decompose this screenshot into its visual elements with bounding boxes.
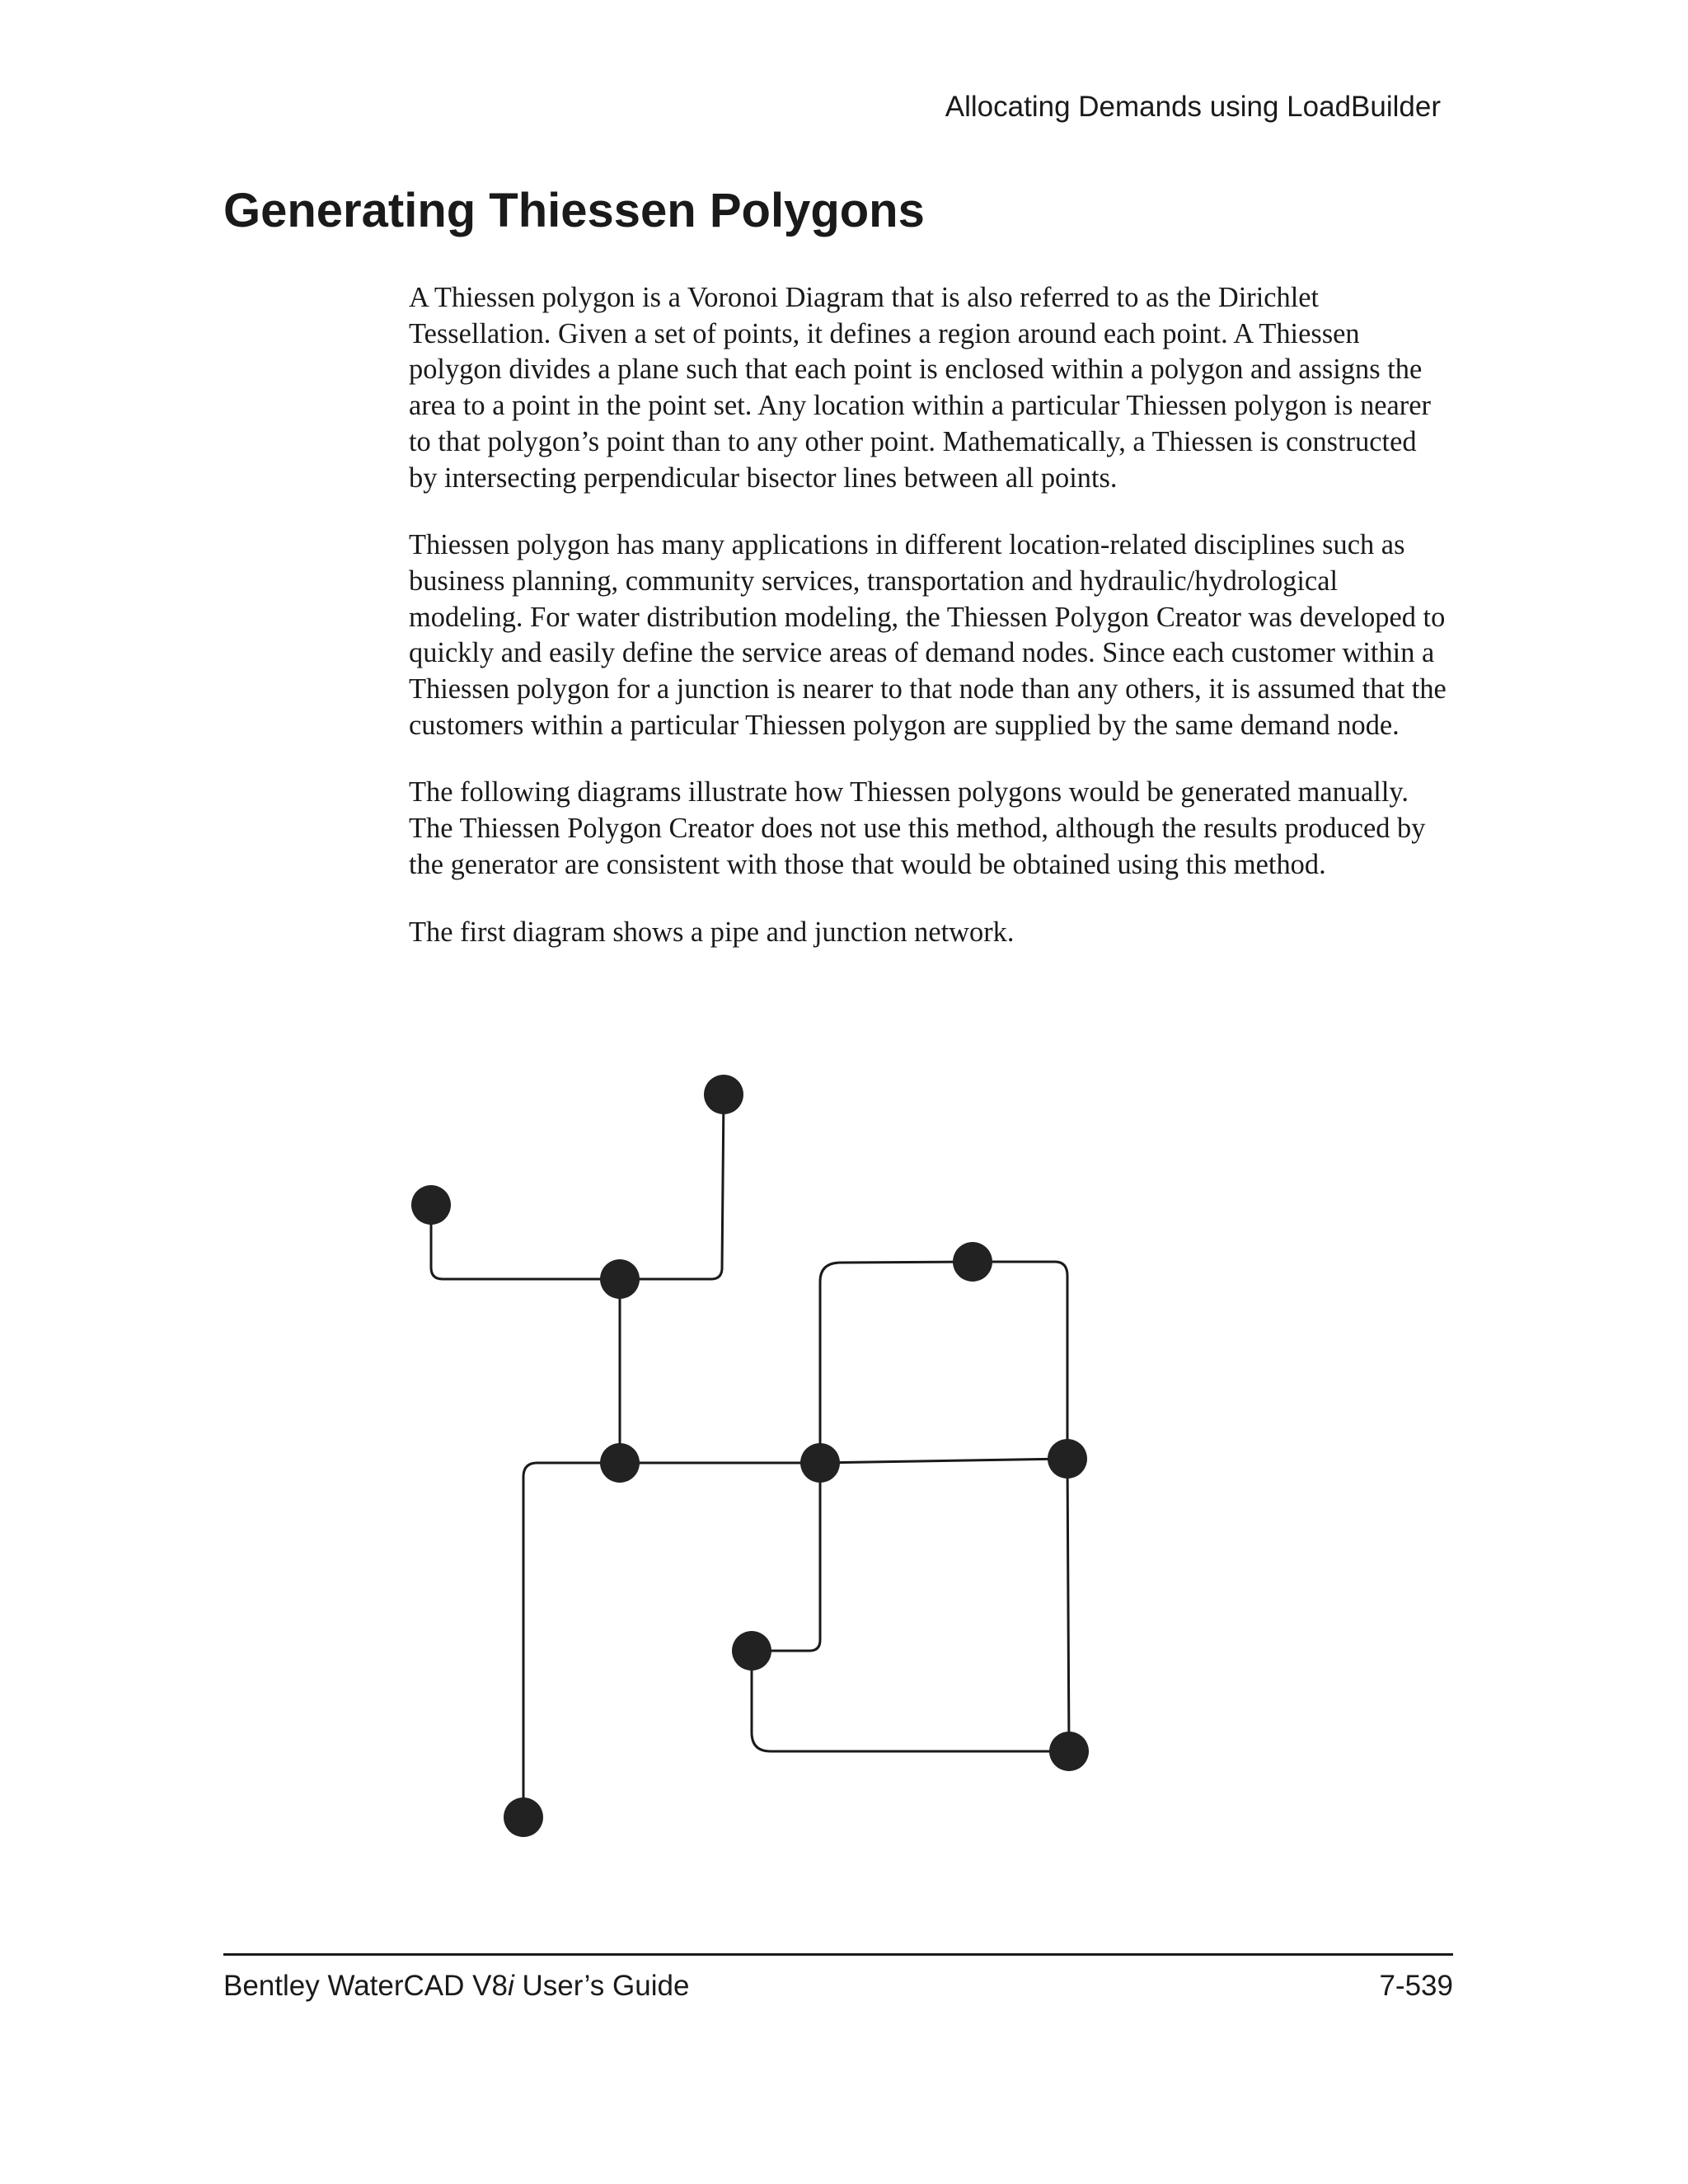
- paragraph-manual-method: The following diagrams illustrate how Thiessen polygons would be generated manually. The Thiessen Polygon Creator does not use this method, although the results produced by the generator are consistent with those that would be obtained using this method.: [409, 776, 1426, 880]
- pipe: [752, 1651, 1069, 1751]
- junction: [732, 1631, 771, 1671]
- junction: [600, 1443, 640, 1483]
- pipe: [1067, 1459, 1069, 1751]
- running-header: Allocating Demands using LoadBuilder: [945, 91, 1441, 123]
- junction: [704, 1075, 743, 1114]
- paragraph-first-diagram: The first diagram shows a pipe and junction network.: [409, 916, 1015, 948]
- junction: [1049, 1732, 1089, 1771]
- junction: [1048, 1439, 1087, 1479]
- pipe: [523, 1463, 620, 1817]
- junction: [953, 1242, 992, 1282]
- page-title: Generating Thiessen Polygons: [223, 184, 925, 237]
- pipe: [820, 1459, 1067, 1463]
- paragraph-applications: Thiessen polygon has many applications in different location-related disciplines such as business planning, community services, transportation and hydraulic/hydrological modeling. For water distribution modeling, the Thiessen Polygon Creator was developed to quickly and easily define the service areas of demand nodes. Since each customer within a Thiessen polygon for a junction is nearer to that node than any others, it is assumed that the customers within a particular Thiessen polygon are supplied by the same demand node.: [409, 529, 1447, 741]
- guide-title-italic: i: [507, 1970, 514, 2002]
- guide-title-suffix: User’s Guide: [513, 1970, 690, 2002]
- guide-title-prefix: Bentley WaterCAD V8: [223, 1970, 508, 2002]
- paragraph-thiessen-definition: A Thiessen polygon is a Voronoi Diagram that is also referred to as the Dirichlet Tessellation. Given a set of points, it defines a region around each point. A Thiessen polygon divides a plane such that each point is enclosed within a polygon and assigns the area to a point in the point set. Any location within a particular Thiessen polygon is nearer to that polygon’s point than to any other point. Mathematically, a Thiessen is constructed by intersecting perpendicular bisector lines between all points.: [409, 282, 1431, 494]
- pipe: [431, 1205, 620, 1279]
- junction: [411, 1185, 451, 1225]
- junction: [504, 1797, 543, 1837]
- junction: [600, 1259, 640, 1299]
- junction: [800, 1443, 840, 1483]
- footer-guide-title: [223, 1970, 689, 2003]
- footer-rule: [223, 1953, 1453, 1956]
- pipe: [820, 1262, 973, 1463]
- page-number: 7-539: [1379, 1970, 1453, 2002]
- pipe: [620, 1094, 724, 1279]
- pipe: [752, 1463, 820, 1651]
- pipe: [973, 1262, 1067, 1459]
